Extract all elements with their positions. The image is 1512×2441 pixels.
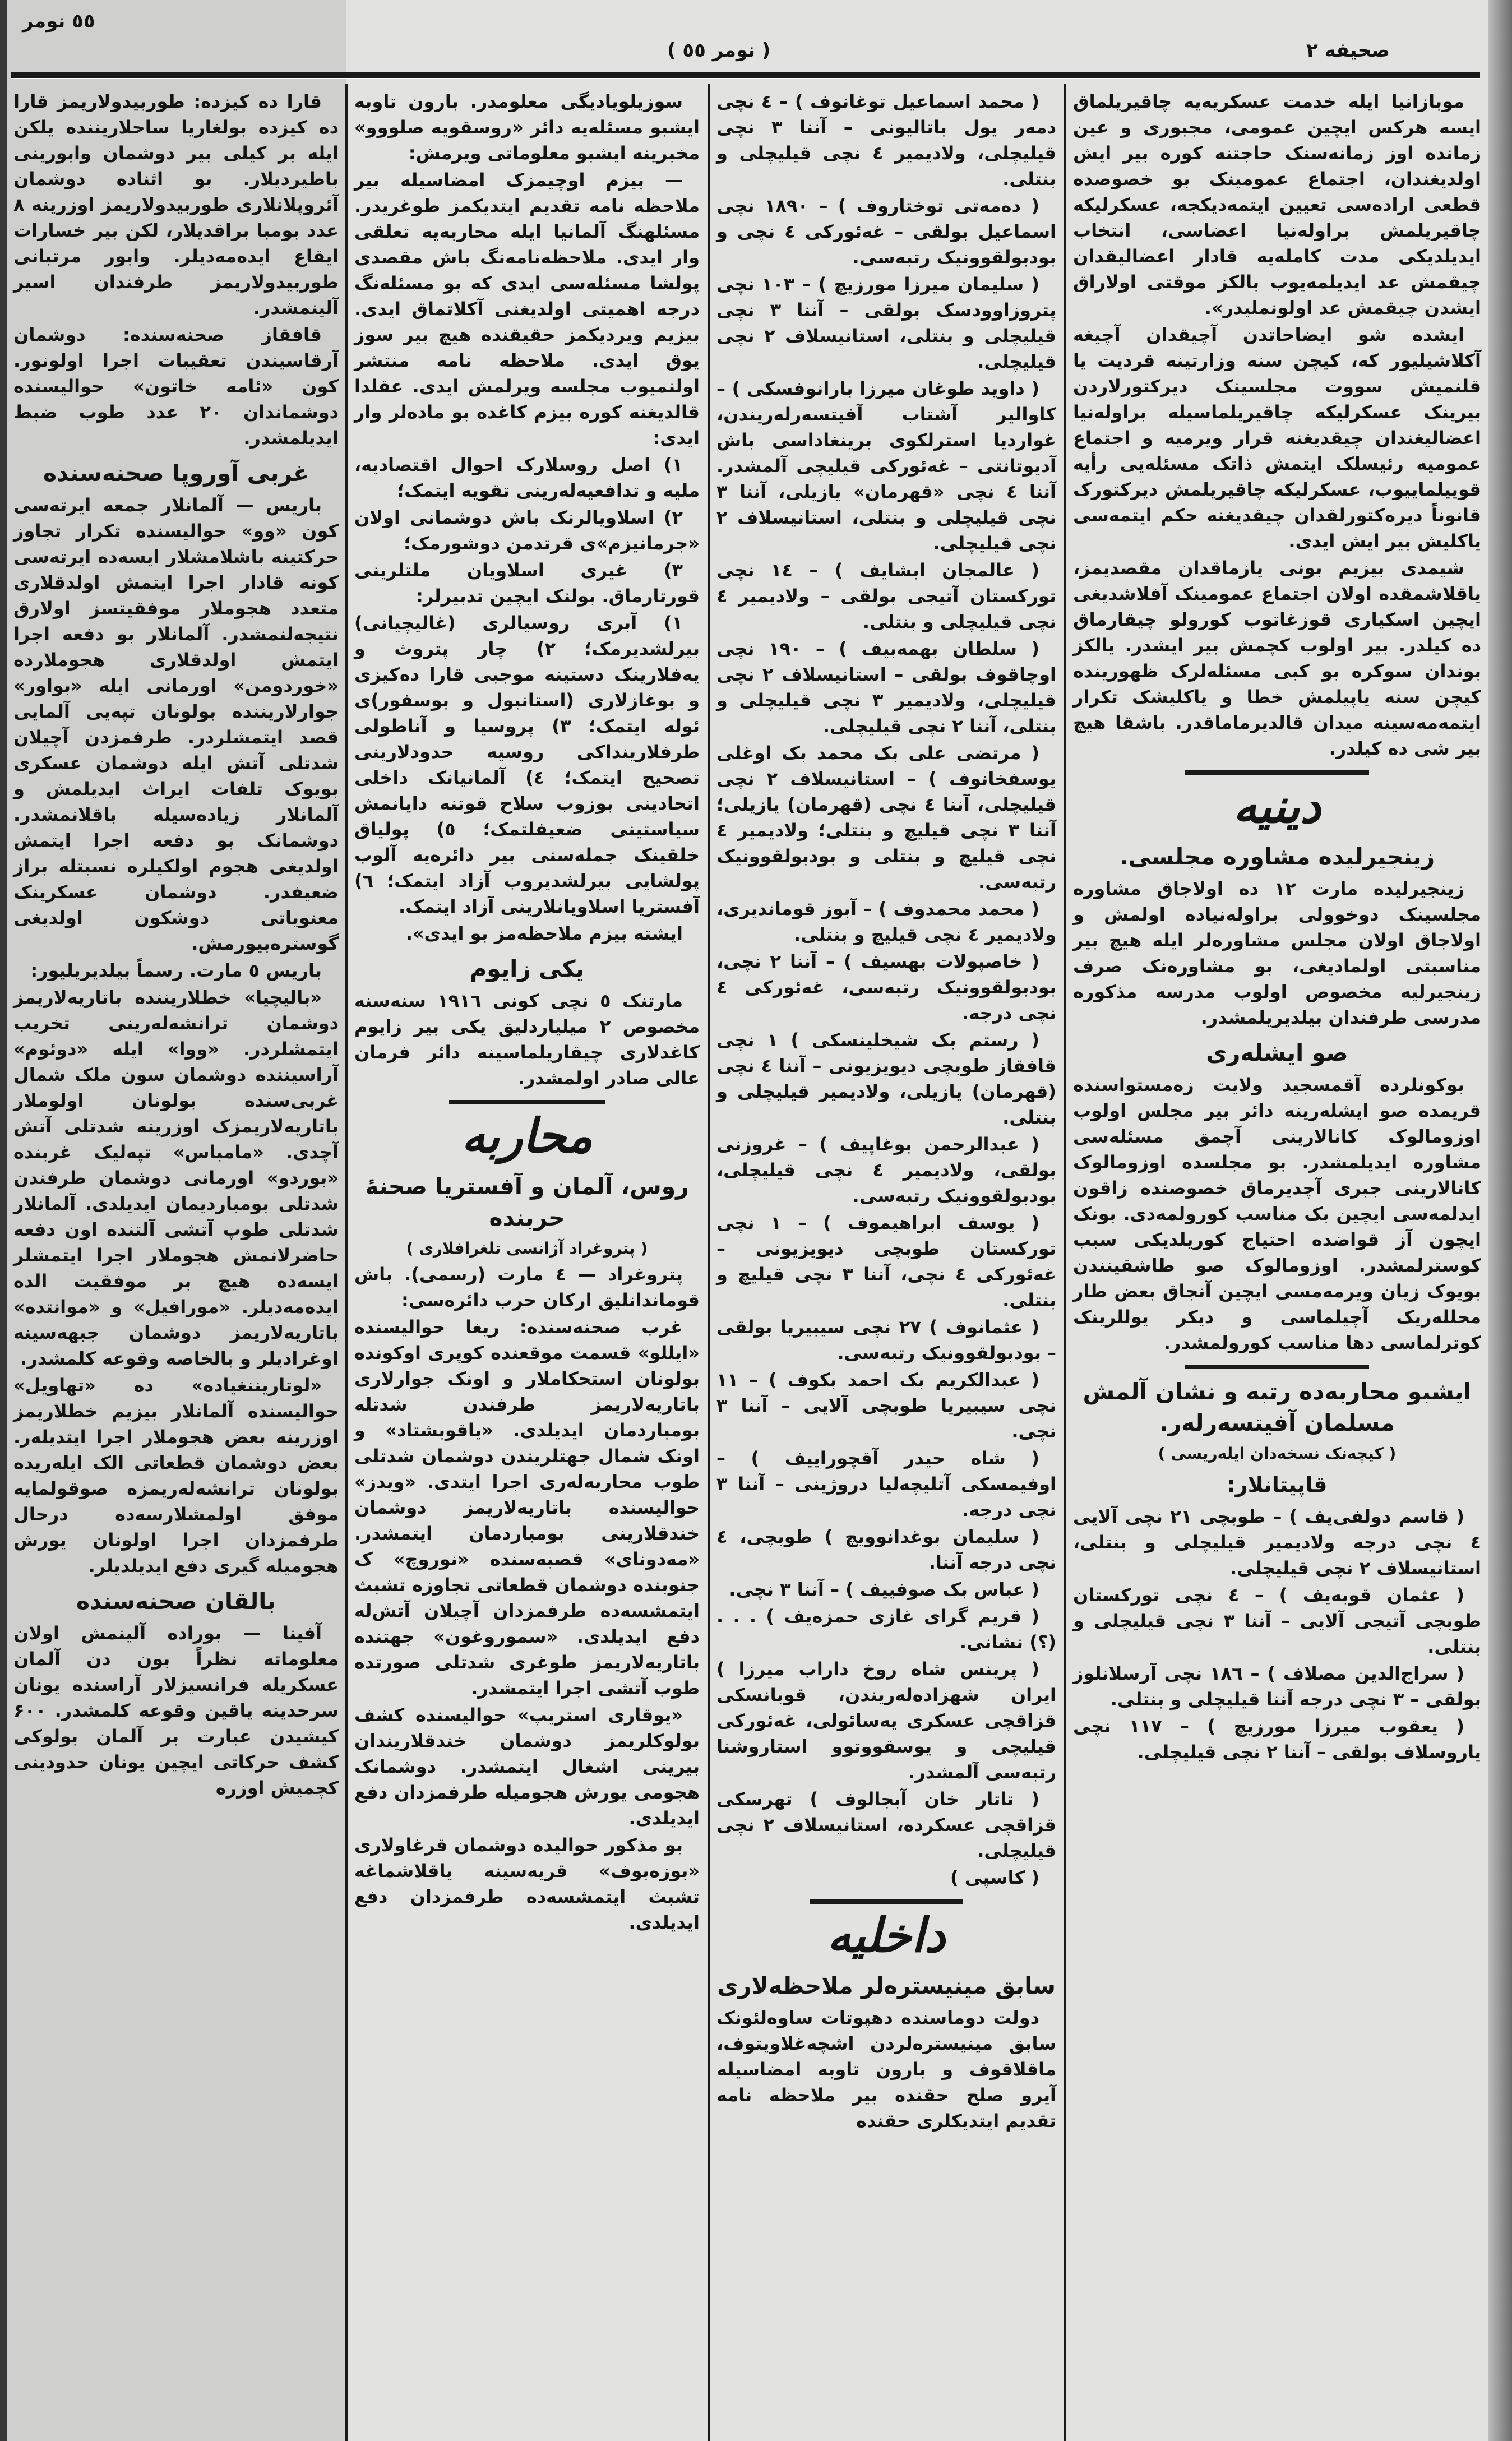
article-paragraph: باریس ٥ مارت. رسماً بیلدیریلیور:	[30, 960, 322, 981]
section-heading: ایشبو محاربه‌ده رتبه و نشان آلمش مسلمان آفیتسه‌رله‌ر.	[1083, 1378, 1472, 1436]
article-paragraph: ( شاه حیدر آقچوراییف ) – اوفیمسکی آتلیچه‌لیا دروژینی – آننا ۳ نچی درجه.	[716, 1448, 1056, 1520]
article-paragraph: ( عثمان قوبه‌یف ) – ٤ نچی تورکستان طوبچی آتیجی آلایی – آننا ۳ نچی قیلیچلی و بنتلی.	[1073, 1584, 1482, 1657]
issue-number-left: ٥٥ نومر	[22, 10, 95, 33]
section-title: داخلیه	[827, 1907, 946, 1963]
article-paragraph: ایشته بیزم ملاحظه‌مز بو ایدی».	[405, 923, 683, 944]
page-edge-left	[0, 0, 7, 2441]
section-title: دینیه	[1233, 778, 1321, 834]
column-divider	[708, 84, 710, 2441]
article-paragraph: پتروغراد — ٤ مارت (رسمی). باش قوماندانلیق ارکان حرب دائره‌سی:	[354, 1264, 700, 1311]
article-paragraph: ( یوسف ابراهیموف ) – ۱ نچی تورکستان طوبچی دیویزیونی – غه‌ئورکی ٤ نچی، آننا ۳ نچی قیلیچ و بنتلی.	[716, 1212, 1057, 1311]
article-paragraph: ( پرینس شاه روخ داراب میرزا ) ایران شهزاده‌له‌ریندن، قوبانسکی قزاقچی عسکری یه‌سائولی، غه‌ئورکی قیلیچی و یوسقووتوو استاروشنا رتبه‌سی آلمشدر.	[716, 1658, 1056, 1783]
section-heading: روس، آلمان و آفستریا صحنهٔ حربنده	[365, 1173, 689, 1231]
issue-number-center: ( نومر ٥٥ )	[667, 39, 771, 62]
article-paragraph: ( عبدالرحمن بوغاپیف ) – غروزنی بولقی، ولادیمیر ٤ نچی قیلیچلی، بودبولقوونیک رتبه‌سی.	[716, 1134, 1057, 1206]
article-paragraph: ( قریم گرای غازی حمزه‌یف ) . . . (؟) نشانی.	[716, 1606, 1056, 1653]
article-paragraph: ( خاصپولات بهسیف ) – آننا ۲ نچی، بودبولقوونیک رتبه‌سی، غه‌ئورکی ٤ نچی درجه.	[716, 951, 1056, 1024]
article-paragraph: سوزیلویادیگی معلومدر. بارون تاوبه ایشبو مسئله‌یه دائر «روسقویه صلووو» مخبرینه ایشبو معلوماتی ویرمش:	[354, 91, 700, 164]
article-paragraph: ( سراج‌الدین مصلاف ) – ۱۸٦ نچی آرسلانلوز بولقی – ۳ نچی درجه آننا قیلیچلی و بنتلی.	[1073, 1663, 1481, 1710]
column-1	[13, 89, 339, 1802]
column-divider	[1064, 84, 1066, 2441]
section-heading: بالقان صحنه‌سنده	[76, 1588, 276, 1615]
column-3	[716, 89, 1056, 2135]
masthead	[0, 0, 1512, 84]
article-paragraph: ( داوید طوغان میرزا بارانوفسکی ) – کاوالیر آشتاب آفیتسه‌رله‌ریندن، غواردیا استرلکوی برینغاداسی باش آدیوتانتی – غه‌ئورکی قیلیچی آلمشدر. آننا ٤ نچی «قهرمان» یازیلی، آننا ۳ نچی قیلیچلی و بنتلی، استانیسلاف ۲ نچی قیلیچلی.	[716, 378, 1057, 554]
article-paragraph: دولت دوماسنده دهپوتات ساوه‌لئونک سابق مینیستره‌لردن اشچه‌غلاویتوف، ماقلاقوف و بارون تاوبه امضاسیله آیرو صلح حقنده بیر ملاحظه نامه تقدیم ایتدیکلری حقنده	[716, 2007, 1056, 2132]
section-subheading: ( کیچه‌نک نسخه‌دان ایله‌ریسی )	[1158, 1444, 1397, 1463]
article-paragraph: بوکونلرده آقمسجید ولایت زه‌مستواسنده قریمده صو ایشله‌رینه دائر بیر مجلس اولوب اوزومالوک کانالارینی آچمق مسئله‌سی مشاوره ایدیلمشدر. بو مجلسده اوزومالوک کانالارینی جبری آچدیرماق خصوصنده زاقون ایدلمه‌سی ایچین بک مناسب کورولمه‌دی. بونک ایچون آز قواضده احتیاج کوریلدیکی سبب کوسترلمشدر. اوزومالوک صو طاشقینندن بویوک زیان ویرمه‌مسی ایچین آنجاق بعض طار محلله‌ریک آچیلماسی و دیکر یوللرینک کوترلماسی دها مناسب کورولمشدر.	[1073, 1074, 1481, 1353]
section-heading: یکی زایوم	[470, 955, 584, 982]
article-paragraph: ( عالمجان ابشایف ) – ۱٤ نچی تورکستان آتیجی بولقی – ولادیمیر ٤ نچی قیلیچلی و بنتلی.	[716, 560, 1056, 632]
article-paragraph: قارا ده کیزده: طوربیدولاریمز قارا ده کیزده بولغاریا ساحلاریننده یلکن ایله بر کیلی بیر دوشمان وابورینی باطیردیلار. بو اثناده دوشمان آئروپلانلاری طوربیدولاریمز اوزرینه ۸ عدد بومبا براقدیلار، لکن بیر خسارات ایقاع ایده‌مه‌دیلر. وابور مرتبانی طوربیدولاریمز طرفندان اسیر آلینمشدر.	[13, 91, 339, 318]
page-number: صحیفه ۲	[1306, 39, 1390, 62]
section-subheading: ( پتروغراد آژانسی تلغرافلاری )	[406, 1239, 648, 1258]
article-paragraph: ( عبدالکریم بک احمد بکوف ) – ۱۱ نچی سیبیریا طوبچی آلایی – آننا ۳ نچی.	[716, 1369, 1056, 1442]
article-paragraph: — بیزم اوچیمزک امضاسیله بیر ملاحظه نامه تقدیم ایتدیکمز طوغریدر. مسئلهنگ آلمانیا ایله محاربه‌یه تعلقی وار ایدی. ملاحظه‌نامه‌نگ باش مقصدی پولشا مسئله‌سی ایدی که بو مسئله‌نگ درجه اهمیتی اولدیغنی آکلاتماق ایدی. بیزیم ویردیکمز حقیقنده هیچ بیر سوز یوق ایدی. ملاحظه نامه منتشر اولنمیوب مجلسه ویرلمش ایدی. عقلدا قالدیغنه کوره بیزم کاغده بو ماده‌لر وار ایدی:	[354, 169, 700, 449]
article-paragraph: ( قاسم دولفی‌یف ) – طوبچی ۲۱ نچی آلایی ٤ نچی درجه ولادیمیر قیلیچلی و بنتلی، استانیسلاف ۲ نچی قیلیچلی.	[1073, 1506, 1481, 1579]
article-paragraph: آفینا — بوراده آلینمش اولان معلوماته نظراً بون دن آلمان عسکریله فرانسیزلار آراسنده یونان سرحدینه یاقین وقوعه کلمشدر. ۶۰۰ کیشیدن عبارت بر آلمان بولوکی کشف حرکاتی ایچین یونان حدودینی کچمیش اوزره	[13, 1622, 339, 1799]
article-paragraph: موبازانیا ایله خدمت عسکریه‌یه چاقیریلماق ایسه هرکس ایچین عمومی، مجبوری و عین زمانده اوز زمانه‌سنک حاجتنه کوره بیر ایش اولدیغندان، اجتماع عمومینک بو خصوصده قطعی اراده‌سی تعیین ایتمه‌دیکجه، عسکرلیکه چاقیریلمش براوله‌نیا اعضاسی، انتخاب ایدیلدیکی مدت کامله‌یه قادار اعضالیقدان چیقمش عد ایدیلمه‌یوب بالکز موقتی اولاراق ایشدن چیقمش عد اولونملیدر».	[1073, 91, 1481, 318]
article-paragraph: ( یعقوب میرزا مورزیچ ) – ۱۱۷ نچی یاروسلاف بولقی – آننا ۲ نچی قیلیچلی.	[1073, 1716, 1481, 1763]
section-separator	[810, 1899, 963, 1904]
article-paragraph: ( ده‌مه‌تی توختاروف ) – ۱۸۹۰ نچی اسماعیل بولقی – غه‌ئورکی ٤ نچی و بودبولقوونیک رتبه‌سی.	[716, 195, 1056, 268]
section-separator	[449, 1100, 604, 1104]
article-paragraph: ( عباس بک صوفییف ) – آننا ۳ نچی.	[729, 1579, 1039, 1600]
article-paragraph: «یوقاری استریپ» حوالیسنده کشف بولوکلریمز دوشمان خندقلاریندان بیرینی اشغال ایتمشدر. دوشمانک هجومی یورش هجومیله طرفمزدان دفع ایدیلدی.	[354, 1704, 700, 1829]
article-paragraph: مارتنک ٥ نچی کونی ۱۹۱٦ سنه‌سنه مخصوص ۲ میلیاردلیق یکی بیر زایوم کاغدلاری چیقاریلماسینه دائر فرمان عالی صادر اولمشدر.	[354, 990, 700, 1089]
section-heading: سابق مینیستره‌لر ملاحظه‌لاری	[717, 1972, 1056, 1999]
article-paragraph: قافقاز صحنه‌سنده: دوشمان آرقاسیندن تعقیبات اجرا اولونور. کون «ئامه خاتون» حوالیسنده دوشماندان ۲۰ عدد طوب ضبط ایدیلمشدر.	[13, 324, 339, 449]
section-separator	[1185, 1365, 1369, 1369]
article-paragraph: بو مذکور حوالیده دوشمان قرغاولاری «بوزه‌بوف» قریه‌سینه یاقلاشماغه تشبث ایتمشسه‌ده طرفمزدان دفع ایدیلدی.	[354, 1834, 700, 1933]
article-paragraph: غرب صحنه‌سنده: ریغا حوالیسنده «ایللو» قسمت موقعنده کوپری اوکونده بولونان استحکاملار و اونک جوارلاری باتاریه‌لاریمز طرفندن شدتله بومباردمان ایدیلدی. «یاقوبشتاد» و اونک شمال جهتلریندن دوشمان شدتلی طوب محاربه‌له‌ری اجرا ایتدی. «ویدز» حوالیسنده باتاریه‌لاریمز دوشمان خندقلارینی بومباردمان ایتمشدر. «مه‌دونای» قصبه‌سنده «نوروچ» ک جنوبنده دوشمان قطعاتی تجاوزه تشبث ایتمشسه‌ده طرفمزدان آچیلان آتش‌له دفع ایدیلدی. «سموروغون» جهتنده باتاریه‌لاریمز طوغری شدتلی صورتده طوب آتشی اجرا ایتمشدر.	[354, 1316, 700, 1699]
section-heading: غربی آوروپا صحنه‌سنده	[43, 460, 309, 487]
article-paragraph: ( سلطان بهمه‌بیف ) – ۱۹۰ نچی اوچاقوف بولقی – استانیسلاف ۲ نچی قیلیچلی، ولادیمیر ۳ نچی قیلیچلی و بنتلی، آننا ۲ نچی قیلیچلی.	[716, 638, 1057, 737]
article-paragraph: ( کاسپی )	[950, 1867, 1039, 1888]
article-paragraph: ۲) اسلاویالرنک باش دوشمانی اولان «جرمانیزم»ی قرتدمن دوشورمک؛	[354, 507, 700, 554]
column-2	[354, 89, 700, 1936]
article-paragraph: ( رستم بک شیخلینسکی ) ۱ نچی قافقاز طوبچی دیویزیونی – آننا ٤ نچی (قهرمان) یازیلی، ولادیمیر قیلیچلی و بنتلی.	[716, 1029, 1057, 1128]
column-4	[1073, 89, 1481, 1766]
section-title: محاربه	[461, 1108, 593, 1163]
article-paragraph: ( تاتار خان آبجالوف ) تهرسکی قزاقچی عسکرده، استانیسلاف ۲ نچی قیلیچلی.	[716, 1788, 1057, 1861]
page-edge-right	[1488, 0, 1512, 2441]
article-paragraph: ( عثمانوف ) ۲۷ نچی سیبیریا بولقی – بودبولقوونیک رتبه‌سی.	[716, 1316, 1056, 1363]
article-paragraph: ( محمد محمدوف ) – آبوز قوماندیری، ولادیمیر ٤ نچی قیلیچ و بنتلی.	[716, 898, 1056, 945]
list-heading: قاپیتانلار:	[1227, 1472, 1328, 1497]
article-paragraph: ۱) آبری روسیالری (غالیچیانی) بیرلشدیرمک؛ ۲) چار پتروث و یه‌فلارینک دستینه موجبی قارا ده‌کیزی و بوغازلاری (استانبول و بوسفور)ی ئوله ایتمک؛ ۳) پروسیا و آناطولی طرفلاریندا‌کی روسیه حدودلارینی تصحیح ایتمک؛ ٤) آلمانیانک داخلی اتحادینی بوزوب سلاح قوتنه دایانمش سیاستینی ضعیفلتمک؛ ٥) پولیاق خلقینک جمله‌سنی بیر دائره‌یه آلوب پولشایی بیرلشدیروب آزاد ایتمک؛ ٦) آفستریا اسلاویانلارینی آزاد ایتمک.	[354, 612, 700, 917]
article-paragraph: شیمدی بیزیم بونی یازماقدان مقصدیمز، یاقلاشمقده اولان اجتماع عمومینک آفلاشدیغی ایچین اسکیاری قوزغاتوب کورولو چیقارماق ده کیلدر. بیر اولوب کچمش بیر ایشدر. یالکز بوندان سوکره بو کبی مسئله‌لرک ظهورینده کیچن سنه یاپیلمش خطا و یاکلیشک تکرار ایتمه‌مه‌سینه میدان قالدیرماماقدر. باشقا هیچ بیر شی ده کیلدر.	[1073, 557, 1481, 759]
article-paragraph: ( سلیمان میرزا مورزیچ ) – ۱۰۳ نچی پتروزاوودسک بولقی – آننا ۳ نچی قیلیچلی و بنتلی، استانیسلاف ۲ نچی قیلیچلی.	[716, 274, 1057, 372]
article-paragraph: زینجیرلیده مارت ۱۲ ده اولاجاق مشاوره مجلسینک دوخوولی براوله‌نیاده اولمش و اولاجاق اولان مجلس مشاوره‌لر ایله هیچ بیر مناسبتی اولمادیغی، بو مشاوره‌نک صرف زینجیرلیه مخصوص اولوب مدرسه مذکوره مدرسی طرفندان بیلدیریلمشدر.	[1073, 878, 1481, 1028]
header-rule	[11, 72, 1480, 79]
section-heading: زینجیرلیده مشاوره مجلسی.	[1119, 843, 1435, 870]
section-heading: صو ایشله‌ری	[1206, 1039, 1348, 1066]
article-paragraph: «لوتاریننغیاده» ده «تهاویل» حوالیسنده آلمانلار بیزیم خطلاریمز اوزرینه بعض هجوملار اجرا ایتدیله‌ر. بعض دوشمان قطعاتی الک ایله‌ریده بولونان ترانشه‌له‌ریمزه صوقولمایه موفق اولمشلارسه‌ده درحال طرفمزدان اجرا اولونان یورش هجومیله گیری دفع ایدیلدیلر.	[13, 1375, 339, 1577]
article-paragraph: ( مرتضی علی بک محمد بک اوغلی یوسفخانوف ) – استانیسلاف ۲ نچی قیلیچلی، آننا ٤ نچی (قهرمان) یازیلی؛ آننا ۳ نچی قیلیچ و بنتلی؛ ولادیمیر ٤ نچی قیلیچ و بنتلی و بودبولقوونیک رتبه‌سی.	[716, 742, 1057, 893]
article-paragraph: ۳) غیری اسلاویان ملتلرینی قورتارماق. بولنک ایچین تدبیرلر:	[354, 560, 700, 607]
column-divider	[345, 84, 348, 2441]
article-paragraph: ایشده شو ایضاحاتدن آچیقدان آچیغه آکلاشیلیور که، کیچن سنه وزارتینه قردیت یا قلنمیش سووت مجلسینک دیرکتورلاردن بیرینک عسکرلیکه چاقیریلماسیله براوله‌نیا اعضالیغندان چیقدیغنه قرار ویرمیه و اجتماع عمومیه رئیسلک ایتمش ذاتک مسئله‌یی رأیه قوییلماییوب، عسکرلیکه چاقیریلمش دیرکتورک قانوناً دیره‌کتورلقدان چیقدیغنه حکم ایتمه‌سی یاکلیش بیر ایش ایدی.	[1073, 324, 1481, 552]
section-separator	[1185, 770, 1369, 775]
article-paragraph: ( محمد اسماعیل توغانوف ) – ٤ نچی دمه‌ر یول باتالیونی – آننا ۳ نچی قیلیچلی، ولادیمیر ٤ نچی قیلیچلی و بنتلی.	[716, 91, 1057, 189]
article-paragraph: باریس — آلمانلار جمعه ایرته‌سی کون «وو» حوالیسنده تکرار تجاوز حرکتینه باشلامشلار ایسه‌ده ایرته‌سی کونه قادار اجرا ایتمش اولدقلاری متعدد هجوملار موفقیتسز اولارق نتیجه‌لنمشدر. آلمانلار بو دفعه اجرا ایتمش اولدقلاری هجوملارده «خوردومن» اورمانی ایله «بواور» جوارلاریننده بولونان تپه‌یی آلمایی قصد ایتمشلردر. طرفمزدن آچیلان شدتلی آتش ایله دوشمان عسکری بویوک تلفات ایراث ایدیلمش و آلمانلار زیاده‌سیله باقلانمشدر. دوشمانک بو دفعه اجرا ایتمش اولدیغی هجوم اولکیلره نسبتله براز ضعیفدر. دوشمان عسکرینک معنویاتی دوشکون اولدیغی گوستره‌بیورمش.	[13, 494, 339, 954]
article-paragraph: ۱) اصل روسلارک احوال اقتصادیه، ملیه و تدافعیه‌له‌رینی تقویه ایتمک؛	[354, 454, 700, 501]
article-paragraph: «بالیچیا» خطلاریننده باتاریه‌لاریمز دوشمان ترانشه‌له‌رینی تخریب ایتمشلردر. «ووا» ایله «دوئوم» آراسیننده دوشمان سون ملک شمال غربی‌سنده بولونان اولوملار باتاریه‌لاریمزک اوزرینه شدتلی آتش آچدی. «مامباس» تپه‌لیک غربنده «بوردو» اورمانی دوشمان طرفندن شدتلی بومباردیمان ایدیلدی. آلمانلار شدتلی طوپ آتشی آلتنده اون دفعه حاضرلانمش هجوملار اجرا ایتمشلر ایسه‌ده هیچ بر موفقیت الده ایده‌مه‌دیلر. «مورافیل» و «موانتده» باتاریه‌لاریمز دوشمان جبهه‌سینه اوغرادیلر و بالخاصه وقوعه کلمشدر.	[13, 987, 339, 1369]
article-paragraph: ( سلیمان بوغدانوویچ ) طوبچی، ٤ نچی درجه آننا.	[716, 1526, 1056, 1573]
